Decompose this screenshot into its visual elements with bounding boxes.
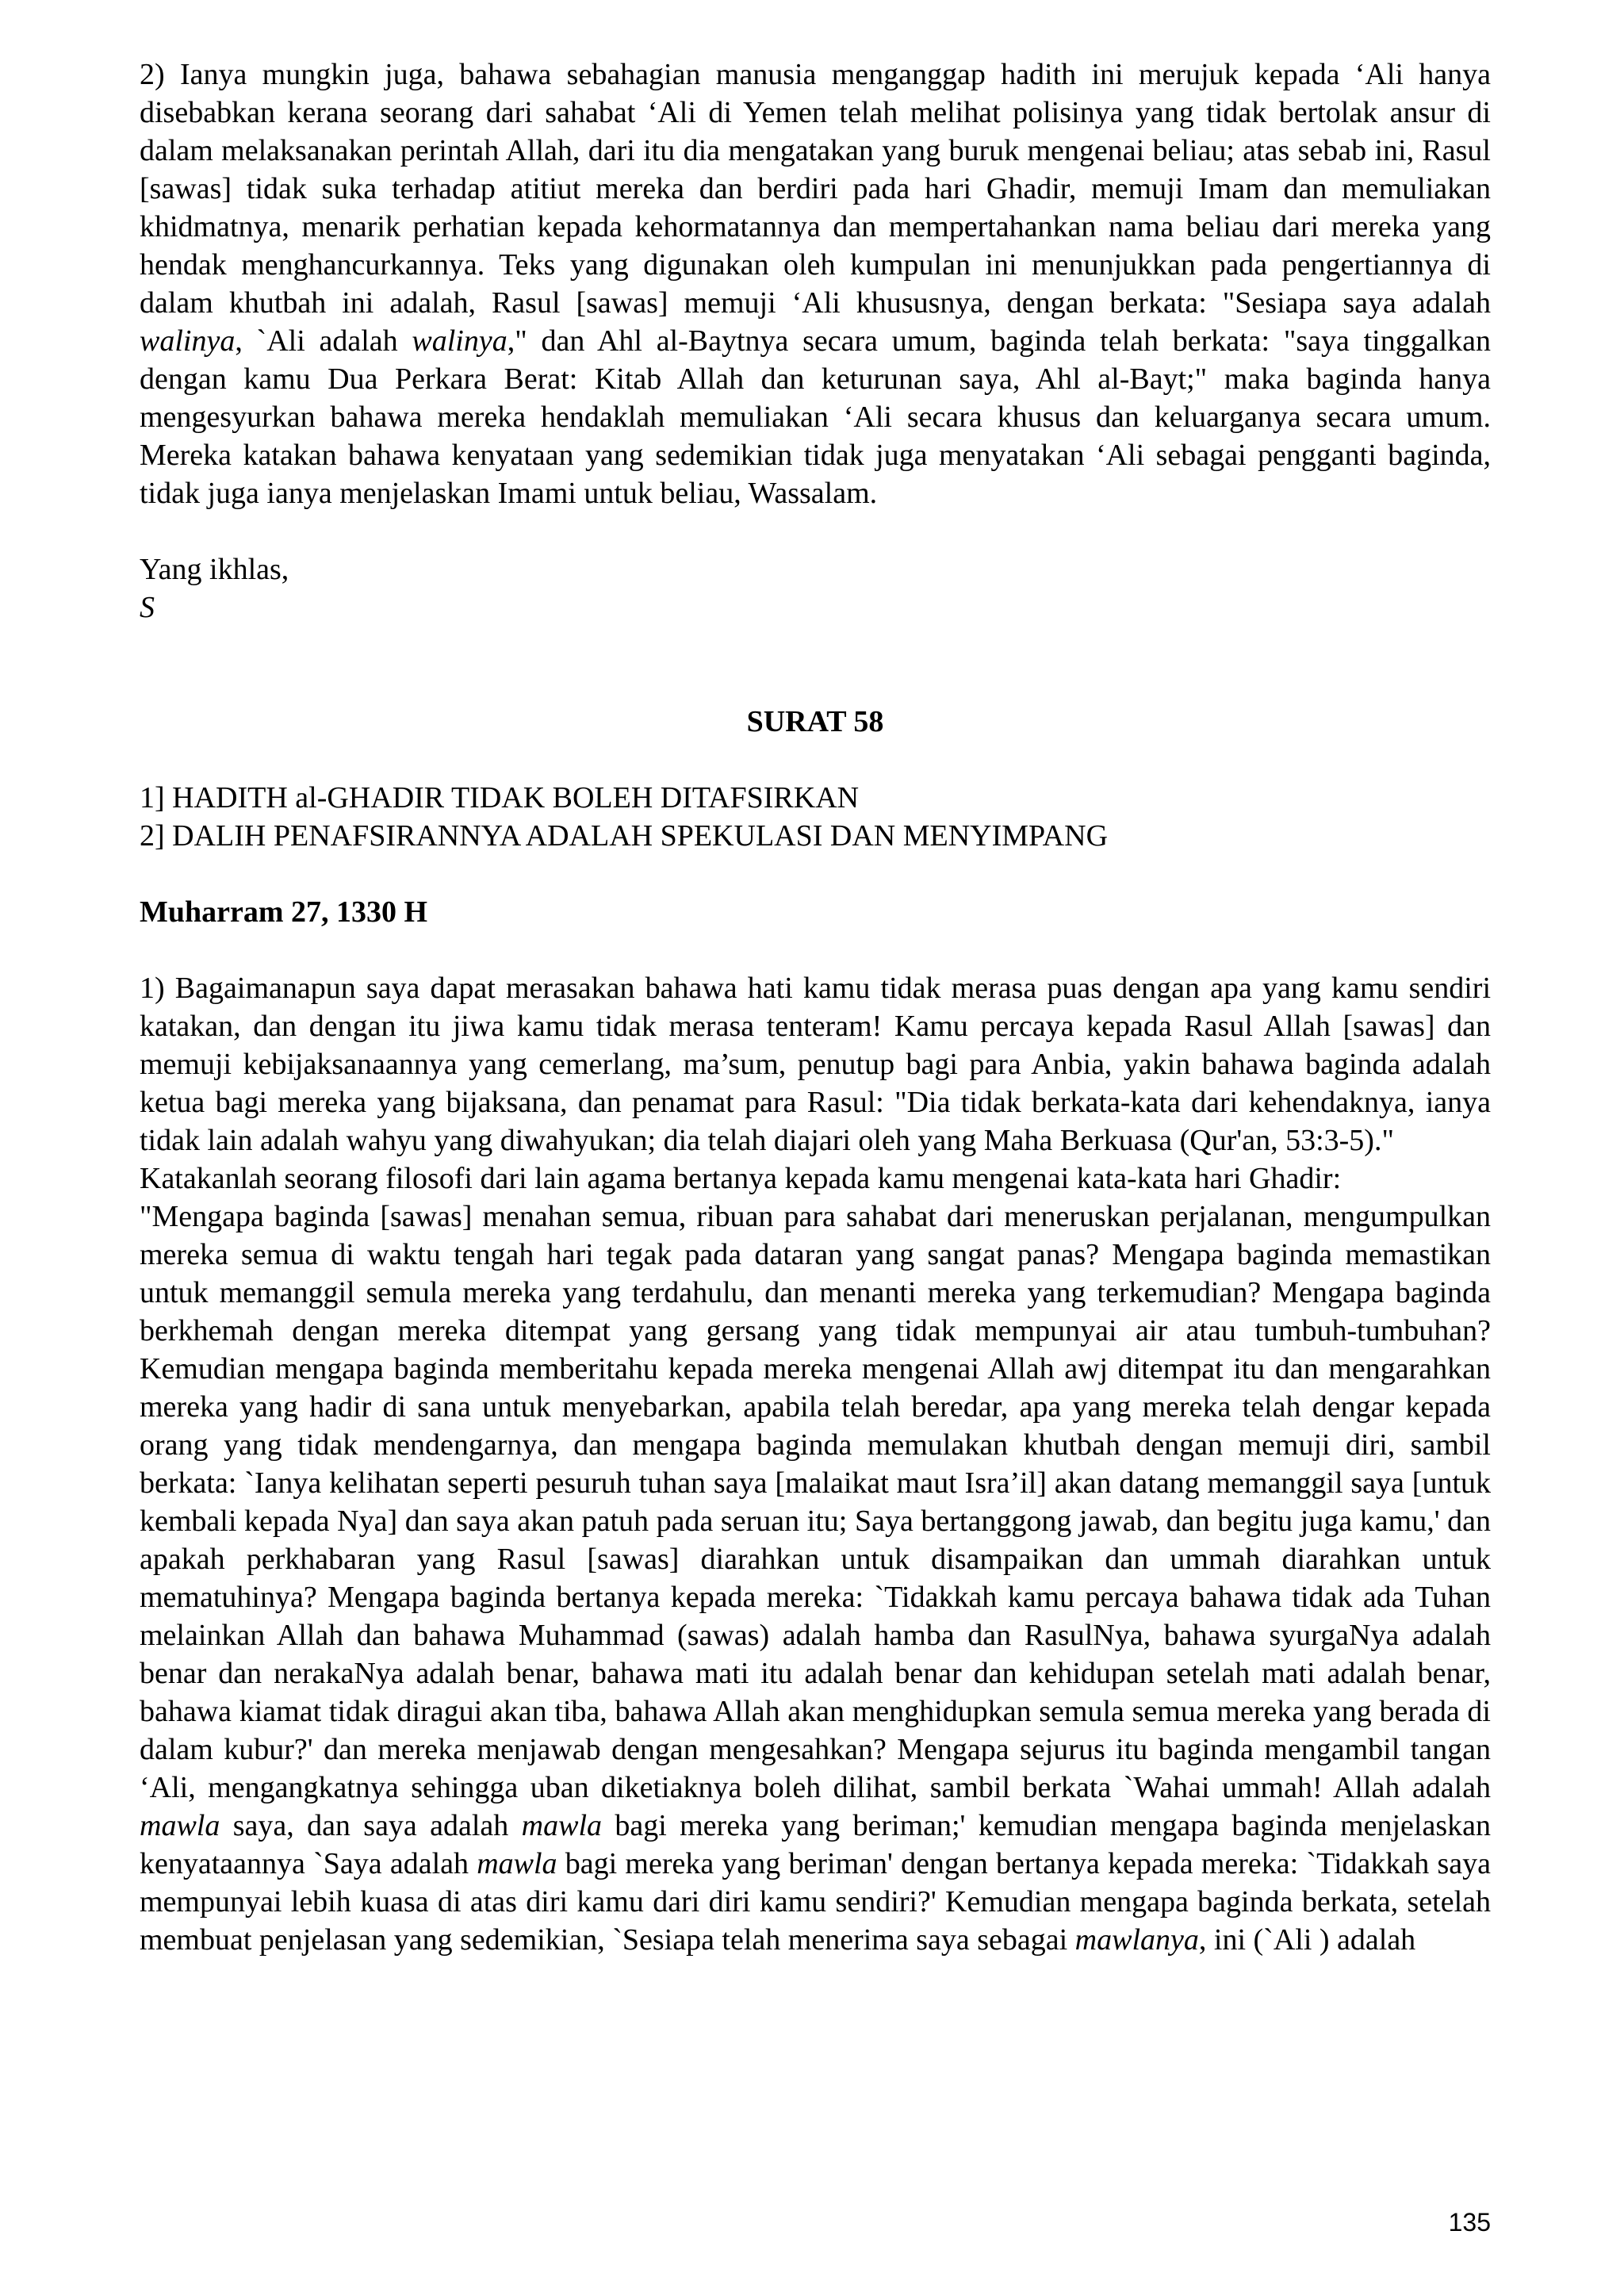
italic-term: mawla — [521, 1809, 603, 1842]
page-number: 135 — [1448, 2208, 1491, 2237]
paragraph-questions: "Mengapa baginda [sawas] menahan semua, ribuan para sahabat dari meneruskan perjalanan, mengumpulkan mereka semua di waktu tengah hari tegak pada dataran yang sangat panas? Mengapa baginda memastikan untuk memanggil semula mereka yang terdahulu, dan menanti mereka yang terkemudian? Mengapa baginda berkhemah dengan mereka ditempat yang gersang yang tidak mempunyai air atau tumbuh-tumbuhan? Kemudian mengapa baginda memberitahu kepada mereka mengenai Allah awj ditempat itu dan mengarahkan mereka yang hadir di sana untuk menyebarkan, apabila telah beredar, apa yang mereka telah dengar kepada orang yang tidak mendengarnya, dan mengapa baginda memulakan khutbah dengan memuji diri, sambil berkata: `Ianya kelihatan seperti pesuruh tuhan saya [malaikat maut Isra’il] akan datang memanggil saya [untuk kembali kepada Nya] dan saya akan patuh pada seruan itu; Saya bertanggong jawab, dan begitu juga kamu,' dan apakah perkhabaran yang Rasul [sawas] diarahkan untuk disampaikan dan ummah diarahkan untuk mematuhinya? Mengapa baginda bertanya kepada mereka: `Tidakkah kamu percaya bahawa tidak ada Tuhan melainkan Allah dan bahawa Muhammad (sawas) adalah hamba dan RasulNya, bahawa syurgaNya adalah benar dan nerakaNya adalah benar, bahawa mati itu adalah benar dan kehidupan setelah mati adalah benar, bahawa kiamat tidak diragui akan tiba, bahawa Allah akan menghidupkan semula semua mereka yang berada di dalam kubur?' dan mereka menjawab dengan mengesahkan? Mengapa sejurus itu baginda mengambil tangan ‘Ali, mengangkatnya sehingga uban diketiaknya boleh dilihat, sambil berkata `Wahai ummah! Allah adalah mawla saya, dan saya adalah mawla bagi mereka yang beriman;' kemudian mengapa baginda menjelaskan kenyataannya `Saya adalah mawla bagi mereka yang beriman' dengan bertanya kepada mereka: `Tidakkah saya mempunyai lebih kuasa di atas diri kamu dari diri kamu sendiri?' Kemudian mengapa baginda berkata, setelah membuat penjelasan yang sedemikian, `Sesiapa telah menerima saya sebagai mawlanya, ini (`Ali ) adalah — [140, 1200, 1491, 1957]
subtitle-2: 2] DALIH PENAFSIRANNYA ADALAH SPEKULASI DAN MENYIMPANG — [140, 819, 1109, 853]
italic-term: mawlanya — [1074, 1923, 1199, 1957]
italic-term: walinya — [412, 324, 508, 358]
signature: S — [140, 591, 155, 624]
letter-date: Muharram 27, 1330 H — [140, 895, 428, 929]
letter-title: SURAT 58 — [746, 705, 884, 738]
italic-term: mawla — [477, 1847, 557, 1880]
paragraph-1: 1) Bagaimanapun saya dapat merasakan bahawa hati kamu tidak merasa puas dengan apa yang kamu sendiri katakan, dan dengan itu jiwa kamu tidak merasa tenteram! Kamu percaya kepada Rasul Allah [sawas] dan memuji kebijaksanaannya yang cemerlang, ma’sum, penutup bagi para Anbia, yakin bahawa baginda adalah ketua bagi mereka yang bijaksana, dan penamat para Rasul: "Dia tidak berkata-kata dari kehendaknya, ianya tidak lain adalah wahyu yang diwahyukan; dia telah diajari oleh yang Maha Berkuasa (Qur'an, 53:3-5)." — [140, 972, 1491, 1157]
italic-term: mawla — [140, 1809, 220, 1842]
document-page — [140, 56, 1491, 1959]
italic-term: walinya — [140, 324, 236, 358]
paragraph-2: 2) Ianya mungkin juga, bahawa sebahagian manusia menganggap hadith ini merujuk kepada ‘Ali hanya disebabkan kerana seorang dari sahabat ‘Ali di Yemen telah melihat polisinya yang tidak bertolak ansur di dalam melaksanakan perintah Allah, dari itu dia mengatakan yang buruk mengenai beliau; atas sebab ini, Rasul [sawas] tidak suka terhadap atitiut mereka dan berdiri pada hari Ghadir, memuji Imam dan memuliakan khidmatnya, menarik perhatian kepada kehormatannya dan mempertahankan nama beliau dari mereka yang hendak menghancurkannya. Teks yang digunakan oleh kumpulan ini menunjukkan pada pengertiannya di dalam khutbah ini adalah, Rasul [sawas] memuji ‘Ali khususnya, dengan berkata: "Sesiapa saya adalah walinya, `Ali adalah walinya," dan Ahl al-Baytnya secara umum, baginda telah berkata: "saya tinggalkan dengan kamu Dua Perkara Berat: Kitab Allah dan keturunan saya, Ahl al-Bayt;" maka baginda hanya mengesyurkan bahawa mereka hendaklah memuliakan ‘Ali secara khusus dan keluarganya secara umum. Mereka katakan bahawa kenyataan yang sedemikian tidak juga menyatakan ‘Ali sebagai pengganti baginda, tidak juga ianya menjelaskan Imami untuk beliau, Wassalam. — [140, 58, 1491, 510]
paragraph-question-intro: Katakanlah seorang filosofi dari lain agama bertanya kepada kamu mengenai kata-kata hari Ghadir: — [140, 1162, 1342, 1195]
subtitle-1: 1] HADITH al-GHADIR TIDAK BOLEH DITAFSIRKAN — [140, 781, 860, 815]
closing-line: Yang ikhlas, — [140, 553, 289, 586]
